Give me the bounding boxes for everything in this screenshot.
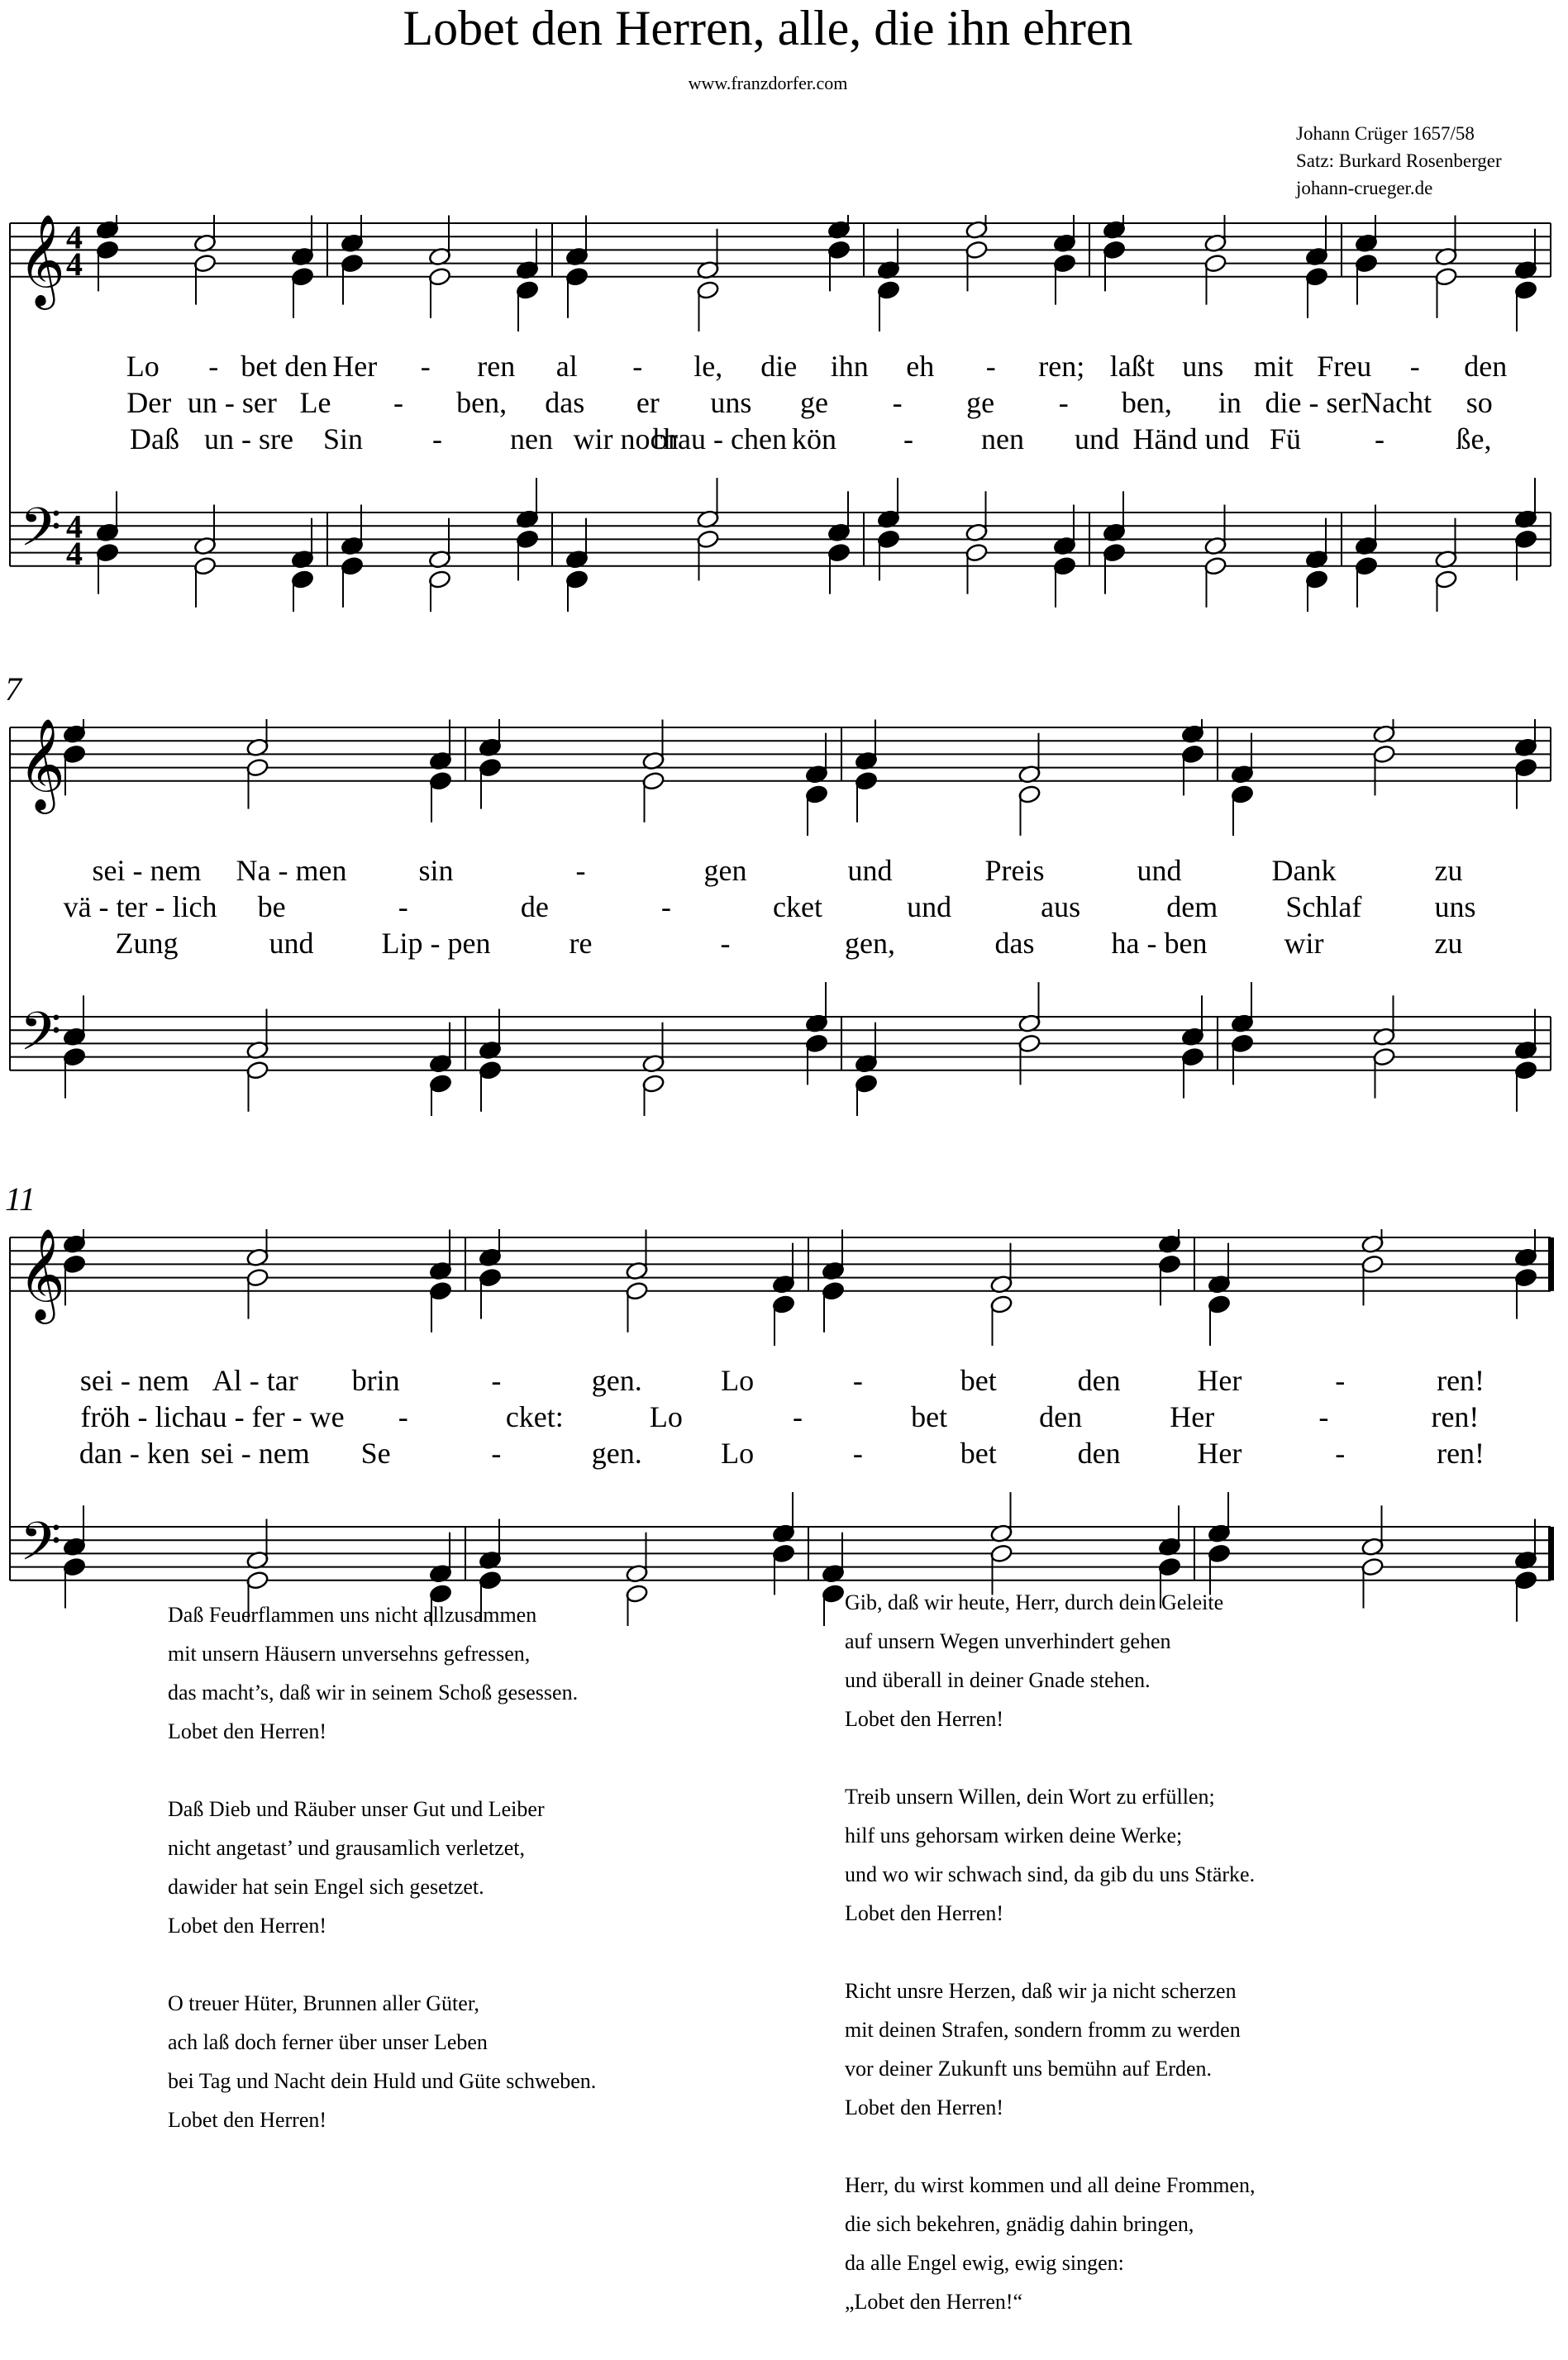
bass-note [1305,570,1328,589]
alto-note [1355,254,1378,274]
bass-note [1514,529,1537,549]
lyric-hyphen: - [903,422,913,455]
lyric-hyphen: - [852,1364,863,1397]
lyric-syllable: bet [911,1400,948,1433]
lyric-syllable: das [545,386,585,419]
measure-number: 11 [5,1180,36,1218]
stanza [845,2166,1255,2321]
stanza-line: vor deiner Zukunft uns bemühn auf Erden. [845,2057,1213,2081]
lyric-syllable: Preis [984,854,1045,887]
lyric-syllable: wir [1284,927,1324,960]
bass-note [805,1033,828,1053]
lyric-syllable: cket: [505,1400,564,1433]
alto-note [1514,1268,1537,1288]
bass-note [1203,556,1227,576]
alto-note [1361,1254,1384,1274]
alto-note [245,758,269,778]
stanza-line: Daß Dieb und Räuber unser Gut und Leiber [168,1797,545,1821]
stanza-line: Lobet den Herren! [168,2108,327,2132]
lyric-syllable: Al - tar [212,1364,298,1397]
bass-note [1018,1033,1041,1053]
lyric-syllable: sei - nem [92,854,202,887]
alto-note [1181,744,1204,764]
stanza-line: Lobet den Herren! [168,1719,327,1743]
lyric-syllable: Freu [1317,350,1372,383]
lyric-syllable: Dank [1271,854,1337,887]
bass-note [877,529,900,549]
lyric-hyphen: - [793,1400,803,1433]
lyric-syllable: le, [693,350,723,383]
treble-clef-icon: 𝄞 [18,215,65,306]
alto-note [1208,1294,1231,1314]
stanza-line: O treuer Hüter, Brunnen aller Güter, [168,1991,479,2015]
bass-clef-icon: 𝄢 [20,1511,62,1586]
bass-note [1355,556,1378,576]
lyric-syllable: aus [1041,890,1081,923]
stanza-line: „Lobet den Herren!“ [845,2290,1023,2314]
bass-note [1053,556,1076,576]
lyric-syllable: Lo [649,1400,683,1433]
composer-credit: Johann Crüger 1657/58 [1296,123,1475,144]
bass-note [193,556,217,576]
stanza-line: und wo wir schwach sind, da gib du uns Stärke. [845,1862,1256,1886]
bass-note [625,1584,648,1604]
stanza [168,1595,596,1751]
lyric-hyphen: - [1335,1437,1346,1470]
lyric-hyphen: - [491,1364,502,1397]
lyric-syllable: ge [800,386,828,419]
alto-note [641,771,665,791]
lyric-hyphen: - [491,1437,502,1470]
lyric-hyphen: - [632,350,643,383]
lyric-syllable: Zung [115,927,179,960]
alto-note [1018,784,1041,804]
stanza-line: Gib, daß wir heute, Herr, durch dein Geleite [845,1590,1224,1614]
stanza-line: Daß Feuerflammen uns nicht allzusammen [168,1603,537,1627]
lyric-syllable: vä - ter - lich [63,890,217,923]
stanza-line: das macht’s, daß wir in seinem Schoß gesessen. [168,1681,579,1704]
alto-note [696,280,719,300]
stanza-line: nicht angetast’ und grausamlich verletzet, [168,1836,525,1860]
stanza [845,1971,1255,2127]
lyric-syllable: zu [1434,854,1463,887]
lyric-syllable: und [1075,422,1119,455]
lyric-syllable: ße, [1456,422,1492,455]
alto-note [1514,280,1537,300]
arranger-credit: Satz: Burkard Rosenberger [1296,150,1502,171]
lyric-syllable: Se [360,1437,391,1470]
music-system-3 [0,1180,1568,1626]
lyric-syllable: sin [418,854,454,887]
lyric-hyphen: - [393,386,404,419]
lyric-syllable: ha - ben [1111,927,1208,960]
lyric-syllable: in [1218,386,1242,419]
time-signature-numerator: 4 [66,508,83,546]
lyric-syllable: dem [1166,890,1218,923]
stanza-line: mit deinen Strafen, sondern fromm zu werden [845,2018,1241,2042]
alto-note [805,784,828,804]
stanza [168,1984,596,2139]
alto-note [96,240,119,260]
treble-clef-icon: 𝄞 [18,719,65,810]
bass-note [641,1074,665,1094]
stanza-line: Treib unsern Willen, dein Wort zu erfüllen; [845,1785,1215,1809]
lyric-syllable: be [257,890,286,923]
music-system-1 [0,215,1568,612]
lyric-hyphen: - [420,350,431,383]
lyric-syllable: kön [792,422,836,455]
stanza-line: mit unsern Häusern unversehns gefressen, [168,1642,531,1666]
alto-note [855,771,878,791]
lyric-syllable: ren! [1431,1400,1480,1433]
final-barline-treble [1548,1237,1554,1291]
bass-note [1514,1061,1537,1080]
treble-clef-icon: 𝄞 [18,1229,65,1320]
bass-note [855,1074,878,1094]
lyric-syllable: den [1077,1364,1121,1397]
stanza-line: die sich bekehren, gnädig dahin bringen, [845,2212,1194,2236]
lyric-syllable: uns [710,386,752,419]
stanza [845,1583,1255,1738]
lyric-syllable: ren! [1437,1437,1485,1470]
bass-note [63,1557,86,1577]
lyric-hyphen: - [575,854,586,887]
lyric-hyphen: - [1058,386,1069,419]
lyric-syllable: bet [960,1437,997,1470]
lyric-hyphen: - [432,422,442,455]
alto-note [565,267,589,287]
bass-note [291,570,314,589]
bass-note [696,529,719,549]
alto-note [989,1294,1013,1314]
lyric-syllable: die [760,350,798,383]
bass-note [479,1061,502,1080]
bass-note [245,1571,269,1590]
lyric-hyphen: - [398,1400,408,1433]
time-signature-denominator: 4 [66,534,83,572]
alto-note [63,1254,86,1274]
lyric-syllable: ihn [830,350,869,383]
lyric-hyphen: - [720,927,731,960]
alto-note [772,1294,795,1314]
lyric-syllable: Na - men [236,854,347,887]
bass-note [565,570,589,589]
bass-note [1181,1047,1204,1067]
alto-note [428,267,451,287]
bass-note [1103,543,1126,563]
alto-note [625,1281,648,1301]
lyric-syllable: ren; [1038,350,1085,383]
alto-note [516,280,539,300]
bass-note [1231,1033,1254,1053]
bass-note [479,1571,502,1590]
lyric-hyphen: - [208,350,219,383]
lyric-syllable: Lip - pen [381,927,491,960]
bass-note [429,1074,452,1094]
measure-number: 7 [5,670,21,708]
lyric-syllable: uns [1182,350,1224,383]
lyric-syllable: brau - chen [653,422,787,455]
lyric-syllable: fröh - lich [80,1400,200,1433]
alto-note [63,744,86,764]
stanza [845,1777,1255,1933]
alto-note [1203,254,1227,274]
lyric-hyphen: - [892,386,903,419]
alto-note [1103,240,1126,260]
time-signature-denominator: 4 [66,245,83,283]
lyric-syllable: und [1137,854,1182,887]
alto-note [341,254,364,274]
lyric-syllable: die - ser [1265,386,1361,419]
bass-note [1434,570,1457,589]
bass-note [245,1061,269,1080]
alto-note [1158,1254,1181,1274]
stanza-line: und überall in deiner Gnade stehen. [845,1668,1151,1692]
bass-note [1514,1571,1537,1590]
stanza-line: bei Tag und Nacht dein Huld und Güte schweben. [168,2069,597,2093]
lyric-syllable: Her [1197,1437,1242,1470]
bass-note [822,1584,845,1604]
stanza-line: Herr, du wirst kommen und all deine Frommen, [845,2173,1256,2197]
alto-note [1231,784,1254,804]
lyric-hyphen: - [1318,1400,1329,1433]
lyric-syllable: er [636,386,660,419]
website-url: www.franzdorfer.com [688,73,848,93]
lyric-syllable: Sin [322,422,364,455]
lyric-syllable: eh [906,350,935,383]
lyric-syllable: Her [332,350,378,383]
alto-note [291,267,314,287]
lyric-syllable: laßt [1109,350,1155,383]
bass-note [1372,1047,1395,1067]
lyric-syllable: sei - nem [200,1437,310,1470]
lyric-syllable: Schlaf [1285,890,1362,923]
lyric-syllable: ren! [1437,1364,1485,1397]
lyric-syllable: Lo [721,1364,755,1397]
lyric-syllable: Händ und [1132,422,1250,455]
lyric-hyphen: - [660,890,671,923]
bass-note [1208,1543,1231,1563]
lyric-hyphen: - [852,1437,863,1470]
lyric-syllable: gen, [845,927,895,960]
lyric-syllable: uns [1434,890,1476,923]
lyric-hyphen: - [1409,350,1420,383]
lyric-syllable: den [1039,1400,1083,1433]
stanza-line: Lobet den Herren! [168,1914,327,1938]
lyric-syllable: bet den [241,350,328,383]
bass-note [772,1543,795,1563]
bass-clef-icon: 𝄢 [20,1001,62,1076]
lyric-syllable: zu [1434,927,1463,960]
bass-note [1158,1557,1181,1577]
alto-note [479,1268,502,1288]
alto-note [245,1268,269,1288]
stanza-line: dawider hat sein Engel sich gesetzet. [168,1875,484,1899]
alto-note [429,1281,452,1301]
bass-clef-icon: 𝄢 [20,497,62,572]
lyric-syllable: ge [966,386,995,419]
stanza-line: ach laß doch ferner über unser Leben [168,2030,488,2054]
lyric-syllable: bet [960,1364,997,1397]
bass-note [1361,1557,1384,1577]
lyric-syllable: ren [477,350,516,383]
lyric-syllable: so [1466,386,1493,419]
lyric-syllable: gen. [591,1437,642,1470]
stanza-line: da alle Engel ewig, ewig singen: [845,2251,1124,2275]
alto-note [1305,267,1328,287]
lyric-syllable: Lo [126,350,160,383]
credits [1296,120,1502,202]
time-signature-numerator: 4 [66,218,83,256]
music-system-2 [0,670,1568,1116]
lyric-syllable: un - ser [187,386,277,419]
bass-note [965,543,988,563]
alto-note [827,240,851,260]
alto-note [1053,254,1076,274]
lyric-hyphen: - [1335,1364,1346,1397]
stanza-line: hilf uns gehorsam wirken deine Werke; [845,1824,1183,1847]
lyric-syllable: brin [351,1364,400,1397]
alto-note [1434,267,1457,287]
alto-note [1514,758,1537,778]
lyric-syllable: dan - ken [79,1437,190,1470]
stanzas-left-column [168,1595,596,2178]
stanza-line: Lobet den Herren! [845,2095,1004,2119]
stanza-line: Lobet den Herren! [845,1707,1004,1731]
stanzas-right-column [845,1583,1255,2360]
website-credit: johann-crueger.de [1296,178,1433,198]
lyric-syllable: de [520,890,549,923]
final-barline-bass [1548,1527,1554,1580]
lyric-syllable: Nacht [1361,386,1432,419]
lyric-syllable: al [555,350,578,383]
lyric-syllable: und [269,927,314,960]
bass-note [516,529,539,549]
lyric-syllable: den [1464,350,1508,383]
lyric-hyphen: - [985,350,996,383]
lyric-syllable: ben, [1121,386,1172,419]
lyric-syllable: mit [1253,350,1294,383]
lyric-syllable: den [1077,1437,1121,1470]
page-title: Lobet den Herren, alle, die ihn ehren [403,1,1133,55]
lyric-hyphen: - [398,890,408,923]
lyric-syllable: ben, [456,386,508,419]
alto-note [193,254,217,274]
alto-note [429,771,452,791]
lyric-syllable: gen. [591,1364,642,1397]
lyric-syllable: cket [773,890,822,923]
alto-note [479,758,502,778]
lyric-syllable: nen [981,422,1024,455]
lyric-syllable: re [569,927,593,960]
alto-note [965,240,988,260]
bass-note [827,543,851,563]
lyric-syllable: und [907,890,952,923]
lyric-syllable: Her [1197,1364,1242,1397]
stanza-line: Lobet den Herren! [845,1901,1004,1925]
bass-note [96,543,119,563]
lyric-syllable: Her [1170,1400,1215,1433]
lyric-syllable: Lo [721,1437,755,1470]
lyric-syllable: Fü [1269,422,1302,455]
lyric-hyphen: - [1375,422,1385,455]
lyric-syllable: au - fer - we [198,1400,345,1433]
alto-note [822,1281,845,1301]
stanza-line: Richt unsre Herzen, daß wir ja nicht scherzen [845,1979,1237,2003]
bass-note [428,570,451,589]
lyric-syllable: Le [299,386,331,419]
lyric-syllable: das [994,927,1035,960]
lyric-syllable: un - sre [204,422,293,455]
stanza-line: auf unsern Wegen unverhindert gehen [845,1629,1171,1653]
lyric-syllable: gen [703,854,747,887]
lyric-syllable: wir noch [573,422,679,455]
lyric-syllable: sei - nem [79,1364,189,1397]
lyric-syllable: und [847,854,893,887]
alto-note [877,280,900,300]
bass-note [63,1047,86,1067]
alto-note [1372,744,1395,764]
lyric-syllable: Der [126,386,172,419]
bass-note [341,556,364,576]
lyric-syllable: Daß [130,422,179,455]
stanza [168,1790,596,1945]
bass-note [989,1543,1013,1563]
lyric-syllable: nen [510,422,553,455]
